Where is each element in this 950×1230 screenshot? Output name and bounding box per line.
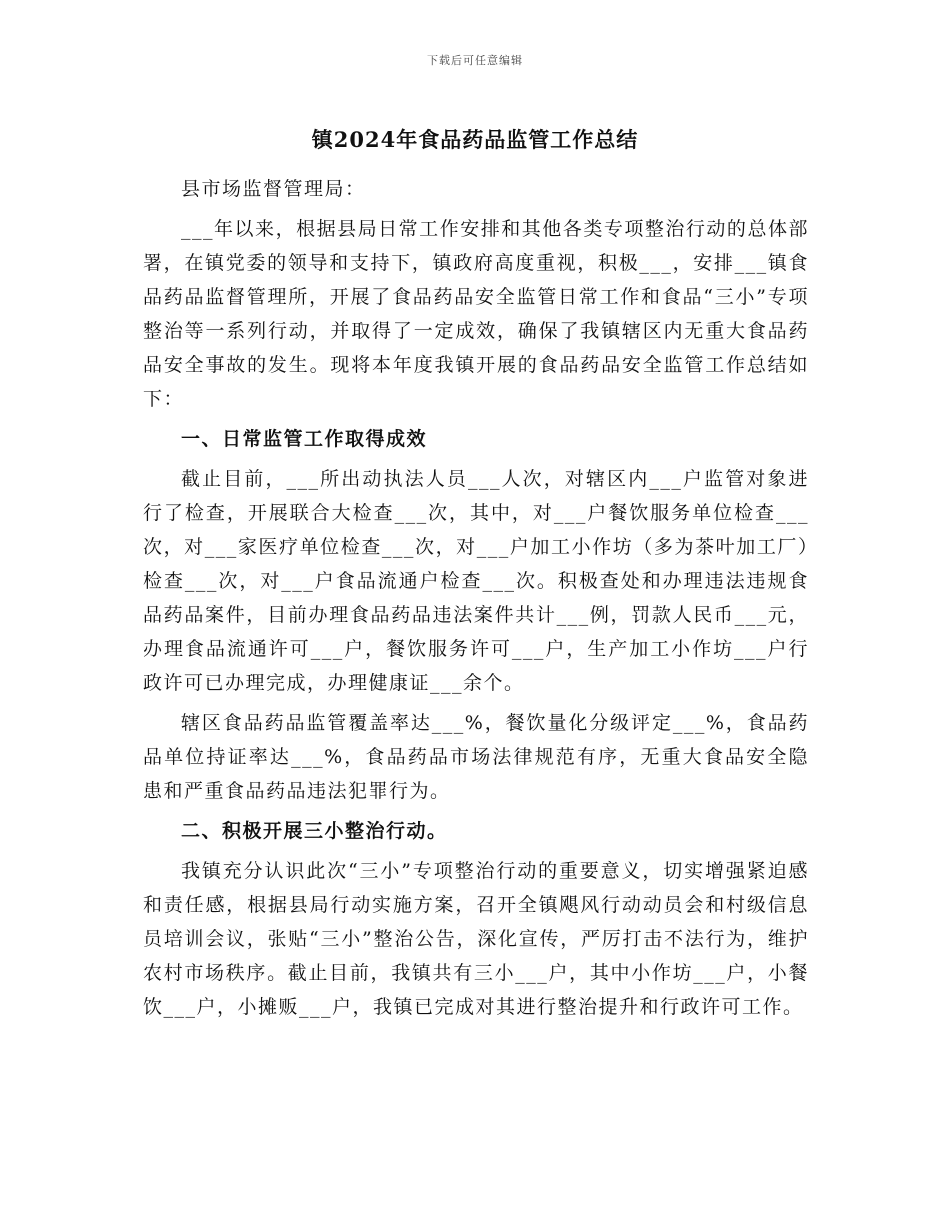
page-header-note: 下载后可任意编辑 [427, 54, 523, 67]
section-1-paragraph-2: 辖区食品药品监管覆盖率达___%，餐饮量化分级评定___%，食品药品单位持证率达___%，食品药品市场法律规范有序，无重大食品安全隐患和严重食品药品违法犯罪行为。 [143, 712, 809, 802]
document-body [143, 172, 809, 1030]
section-2-paragraph-1: 我镇充分认识此次“三小”专项整治行动的重要意义，切实增强紧迫感和责任感，根据县局行动实施方案，召开全镇飓风行动动员会和村级信息员培训会议，张贴“三小”整治公告，深化宣传，严厉打击不法行为，维护农村市场秩序。截止目前，我镇共有三小___户，其中小作坊___户，小餐饮___户，小摊贩___户，我镇已完成对其进行整治提升和行政许可工作。 [143, 860, 809, 1018]
document-title: 镇2024年食品药品监管工作总结 [311, 127, 639, 152]
section-2-heading: 二、积极开展三小整治行动。 [181, 820, 448, 842]
intro-paragraph: ___年以来，根据县局日常工作安排和其他各类专项整治行动的总体部署，在镇党委的领导和支持下，镇政府高度重视，积极___，安排___镇食品药品监督管理所，开展了食品药品安全监管日常工作和食品“三小”专项整治等一系列行动，并取得了一定成效，确保了我镇辖区内无重大食品药品安全事故的发生。现将本年度我镇开展的食品药品安全监管工作总结如下： [143, 218, 809, 410]
salutation: 县市场监督管理局： [181, 178, 366, 200]
section-1-heading: 一、日常监管工作取得成效 [181, 428, 428, 450]
section-1-paragraph-1: 截止目前，___所出动执法人员___人次，对辖区内___户监管对象进行了检查，开展联合大检查___次，其中，对___户餐饮服务单位检查___次，对___家医疗单位检查___次，对___户加工小作坊（多为茶叶加工厂）检查___次，对___户食品流通户检查___次。积极查处和办理违法违规食品药品案件，目前办理食品药品违法案件共计___例，罚款人民币___元，办理食品流通许可___户，餐饮服务许可___户，生产加工小作坊___户行政许可已办理完成，办理健康证___余个。 [143, 468, 809, 694]
